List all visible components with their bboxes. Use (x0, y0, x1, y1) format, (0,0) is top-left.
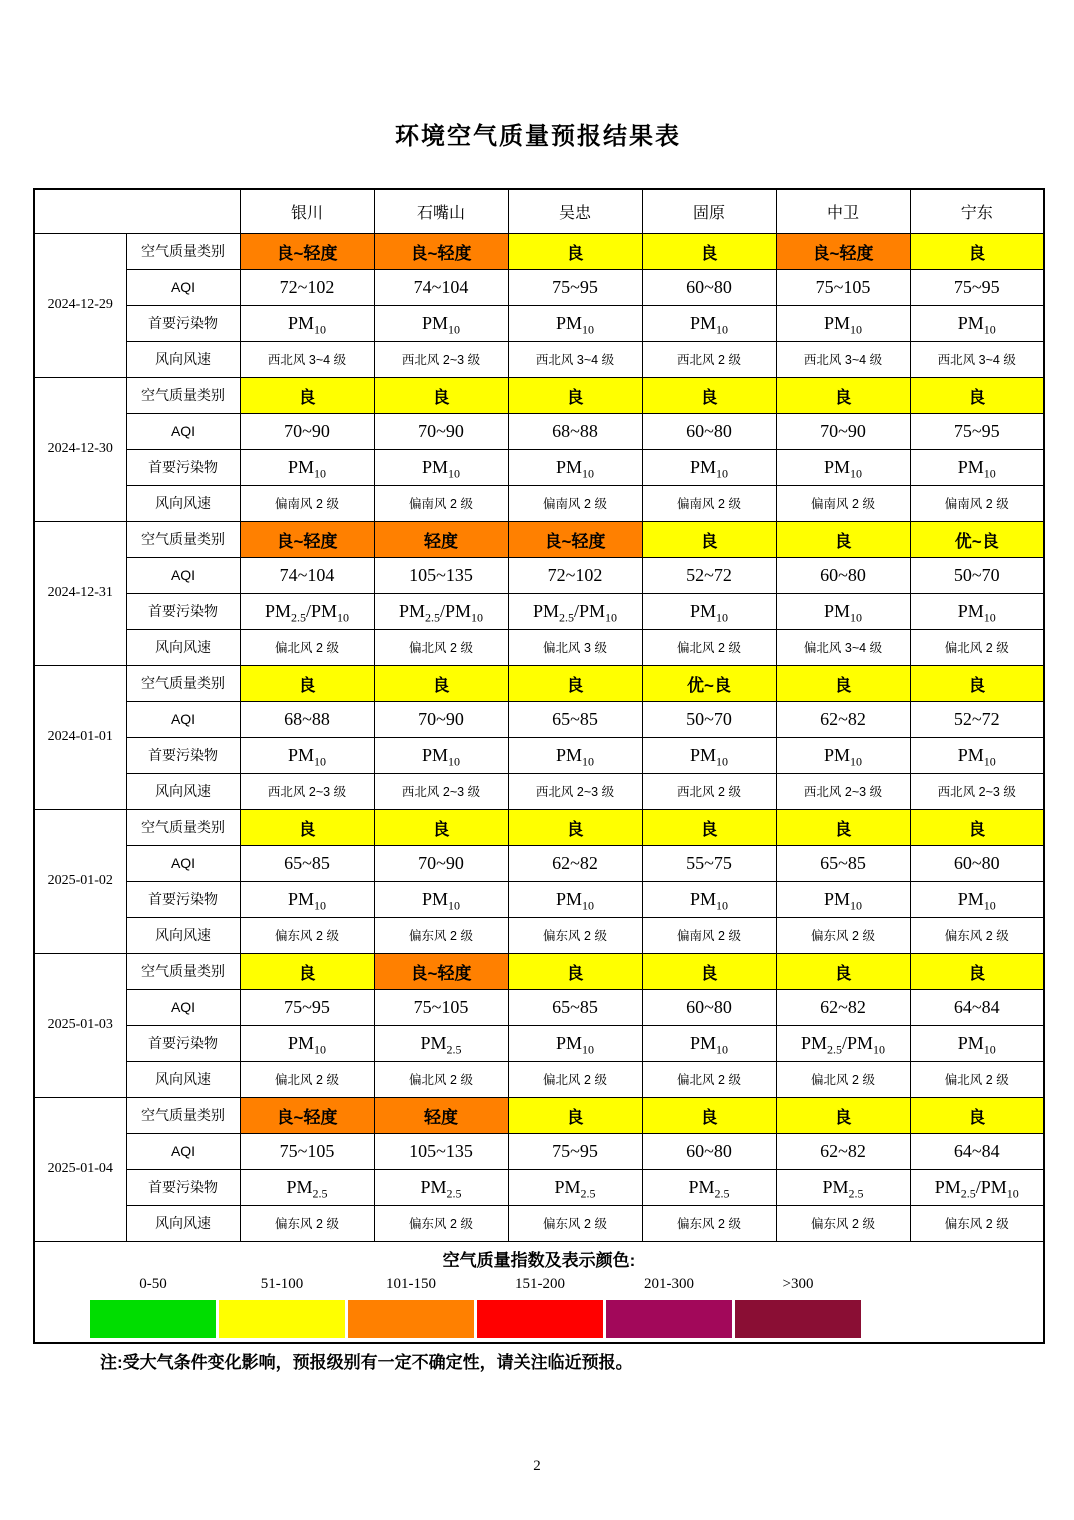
category-cell: 良 (508, 953, 642, 989)
city-header-cell: 宁东 (910, 189, 1044, 233)
wind-cell: 偏北风 3 级 (508, 629, 642, 665)
aqi-cell: 74~104 (374, 269, 508, 305)
category-cell: 良 (776, 1097, 910, 1133)
pollutant-cell: $PM_{2.5}/PM_{10}$ (508, 593, 642, 629)
aqi-cell: 65~85 (508, 989, 642, 1025)
category-cell: 良 (642, 233, 776, 269)
pollutant-cell: $PM_{10}$ (910, 881, 1044, 917)
wind-cell: 偏东风 2 级 (374, 917, 508, 953)
table-row (34, 1097, 1044, 1133)
table-row (34, 485, 1044, 521)
wind-cell: 西北风 2~3 级 (240, 773, 374, 809)
table-row (34, 1133, 1044, 1169)
legend-range-label: 101-150 (386, 1275, 436, 1292)
category-cell: 良 (240, 953, 374, 989)
pollutant-cell: $PM_{10}$ (776, 881, 910, 917)
legend-range-label: 151-200 (515, 1275, 565, 1292)
category-cell: 良~轻度 (240, 1097, 374, 1133)
wind-cell: 偏北风 2 级 (240, 629, 374, 665)
row-label-cell: 风向风速 (126, 917, 240, 953)
pollutant-cell: $PM_{10}$ (240, 881, 374, 917)
aqi-cell: 60~80 (642, 269, 776, 305)
wind-cell: 偏南风 2 级 (776, 485, 910, 521)
date-cell: 2025-01-02 (34, 809, 126, 953)
pollutant-cell: $PM_{2.5}$ (776, 1169, 910, 1205)
wind-cell: 偏东风 2 级 (642, 1205, 776, 1241)
pollutant-cell: $PM_{2.5}$ (374, 1025, 508, 1061)
aqi-cell: 70~90 (240, 413, 374, 449)
category-cell: 轻度 (374, 1097, 508, 1133)
date-cell: 2024-01-01 (34, 665, 126, 809)
row-label-cell: 风向风速 (126, 485, 240, 521)
row-label-cell: AQI (126, 269, 240, 305)
legend-row (34, 1241, 1044, 1343)
row-label-cell: 空气质量类别 (126, 809, 240, 845)
table-row (34, 413, 1044, 449)
row-label-cell: AQI (126, 989, 240, 1025)
aqi-cell: 105~135 (374, 1133, 508, 1169)
aqi-cell: 65~85 (240, 845, 374, 881)
table-row (34, 1061, 1044, 1097)
aqi-cell: 74~104 (240, 557, 374, 593)
row-label-cell: 风向风速 (126, 773, 240, 809)
table-row (34, 953, 1044, 989)
category-cell: 良 (642, 809, 776, 845)
aqi-cell: 60~80 (642, 413, 776, 449)
aqi-cell: 75~105 (776, 269, 910, 305)
pollutant-cell: $PM_{10}$ (642, 737, 776, 773)
category-cell: 良 (776, 377, 910, 413)
wind-cell: 偏南风 2 级 (508, 485, 642, 521)
row-label-cell: 空气质量类别 (126, 1097, 240, 1133)
aqi-cell: 75~95 (240, 989, 374, 1025)
pollutant-cell: $PM_{10}$ (910, 449, 1044, 485)
category-cell: 优~良 (910, 521, 1044, 557)
legend-swatch (477, 1300, 603, 1338)
category-cell: 良 (776, 665, 910, 701)
wind-cell: 偏南风 2 级 (240, 485, 374, 521)
page-number: 2 (533, 1458, 541, 1474)
table-row (34, 773, 1044, 809)
row-label-cell: 风向风速 (126, 1205, 240, 1241)
table-row (34, 233, 1044, 269)
wind-cell: 西北风 2~3 级 (374, 341, 508, 377)
row-label-cell: 风向风速 (126, 341, 240, 377)
wind-cell: 西北风 2~3 级 (910, 773, 1044, 809)
legend-range-label: 51-100 (260, 1275, 304, 1292)
legend-swatch (348, 1300, 474, 1338)
legend-swatch (219, 1300, 345, 1338)
row-label-cell: 首要污染物 (126, 881, 240, 917)
row-label-cell: 空气质量类别 (126, 377, 240, 413)
pollutant-cell: $PM_{2.5}/PM_{10}$ (910, 1169, 1044, 1205)
aqi-cell: 75~95 (508, 1133, 642, 1169)
pollutant-cell: $PM_{10}$ (374, 881, 508, 917)
date-cell: 2024-12-29 (34, 233, 126, 377)
legend-range-labels (90, 1276, 1043, 1293)
wind-cell: 偏北风 2 级 (508, 1061, 642, 1097)
category-cell: 良 (642, 377, 776, 413)
aqi-cell: 65~85 (776, 845, 910, 881)
table-row (34, 557, 1044, 593)
page-title: 环境空气质量预报结果表 (395, 123, 681, 150)
aqi-cell: 60~80 (776, 557, 910, 593)
pollutant-cell: $PM_{10}$ (642, 305, 776, 341)
aqi-cell: 62~82 (776, 989, 910, 1025)
pollutant-cell: $PM_{10}$ (240, 1025, 374, 1061)
table-row (34, 593, 1044, 629)
pollutant-cell: $PM_{10}$ (508, 881, 642, 917)
aqi-cell: 70~90 (374, 845, 508, 881)
pollutant-cell: $PM_{10}$ (910, 305, 1044, 341)
city-header-cell: 固原 (642, 189, 776, 233)
aqi-cell: 72~102 (508, 557, 642, 593)
pollutant-cell: $PM_{10}$ (240, 305, 374, 341)
table-row (34, 449, 1044, 485)
aqi-cell: 70~90 (374, 413, 508, 449)
pollutant-cell: $PM_{10}$ (240, 449, 374, 485)
pollutant-cell: $PM_{10}$ (508, 1025, 642, 1061)
pollutant-cell: $PM_{10}$ (508, 449, 642, 485)
date-cell: 2024-12-30 (34, 377, 126, 521)
aqi-cell: 75~95 (910, 269, 1044, 305)
aqi-cell: 60~80 (910, 845, 1044, 881)
aqi-cell: 72~102 (240, 269, 374, 305)
category-cell: 良 (240, 665, 374, 701)
wind-cell: 西北风 3~4 级 (508, 341, 642, 377)
category-cell: 良 (508, 377, 642, 413)
wind-cell: 偏东风 2 级 (508, 917, 642, 953)
category-cell: 良 (642, 521, 776, 557)
category-cell: 良~轻度 (374, 953, 508, 989)
pollutant-cell: $PM_{2.5}$ (508, 1169, 642, 1205)
wind-cell: 西北风 2 级 (642, 341, 776, 377)
wind-cell: 偏北风 2 级 (910, 1061, 1044, 1097)
aqi-cell: 64~84 (910, 1133, 1044, 1169)
aqi-cell: 75~95 (508, 269, 642, 305)
category-cell: 良 (910, 233, 1044, 269)
wind-cell: 偏北风 2 级 (374, 629, 508, 665)
aqi-cell: 50~70 (910, 557, 1044, 593)
city-header-cell: 银川 (240, 189, 374, 233)
table-row (34, 269, 1044, 305)
row-label-cell: 空气质量类别 (126, 665, 240, 701)
table-row (34, 1205, 1044, 1241)
pollutant-cell: $PM_{10}$ (508, 737, 642, 773)
category-cell: 良 (374, 665, 508, 701)
pollutant-cell: $PM_{2.5}/PM_{10}$ (240, 593, 374, 629)
table-row (34, 305, 1044, 341)
table-row (34, 737, 1044, 773)
aqi-cell: 75~95 (910, 413, 1044, 449)
aqi-cell: 62~82 (776, 701, 910, 737)
legend-title: 空气质量指数及表示颜色: (442, 1250, 636, 1270)
city-header-cell: 石嘴山 (374, 189, 508, 233)
aqi-cell: 65~85 (508, 701, 642, 737)
pollutant-cell: $PM_{10}$ (642, 449, 776, 485)
legend-range-label: 201-300 (644, 1275, 694, 1292)
aqi-cell: 62~82 (776, 1133, 910, 1169)
corner-cell (34, 189, 240, 233)
date-cell: 2025-01-03 (34, 953, 126, 1097)
pollutant-cell: $PM_{10}$ (910, 593, 1044, 629)
wind-cell: 西北风 2 级 (642, 773, 776, 809)
wind-cell: 偏东风 2 级 (240, 1205, 374, 1241)
wind-cell: 偏东风 2 级 (910, 917, 1044, 953)
table-row (34, 629, 1044, 665)
row-label-cell: 首要污染物 (126, 305, 240, 341)
aqi-legend (34, 1241, 1044, 1343)
category-cell: 良~轻度 (240, 233, 374, 269)
category-cell: 良 (374, 809, 508, 845)
pollutant-cell: $PM_{10}$ (240, 737, 374, 773)
aqi-cell: 64~84 (910, 989, 1044, 1025)
date-cell: 2025-01-04 (34, 1097, 126, 1241)
category-cell: 良 (508, 809, 642, 845)
table-row (34, 377, 1044, 413)
pollutant-cell: $PM_{10}$ (642, 593, 776, 629)
wind-cell: 偏北风 2 级 (642, 1061, 776, 1097)
row-label-cell: 空气质量类别 (126, 521, 240, 557)
aqi-cell: 68~88 (240, 701, 374, 737)
row-label-cell: AQI (126, 701, 240, 737)
category-cell: 良 (642, 953, 776, 989)
category-cell: 良 (910, 953, 1044, 989)
forecast-table (33, 188, 1045, 1344)
category-cell: 优~良 (642, 665, 776, 701)
legend-swatch (735, 1300, 861, 1338)
pollutant-cell: $PM_{10}$ (508, 305, 642, 341)
table-row (34, 521, 1044, 557)
category-cell: 良 (910, 1097, 1044, 1133)
pollutant-cell: $PM_{2.5}/PM_{10}$ (776, 1025, 910, 1061)
pollutant-cell: $PM_{10}$ (910, 1025, 1044, 1061)
pollutant-cell: $PM_{2.5}$ (642, 1169, 776, 1205)
category-cell: 良 (240, 809, 374, 845)
category-cell: 良~轻度 (374, 233, 508, 269)
pollutant-cell: $PM_{10}$ (374, 305, 508, 341)
category-cell: 良~轻度 (776, 233, 910, 269)
wind-cell: 偏东风 2 级 (910, 1205, 1044, 1241)
row-label-cell: 首要污染物 (126, 593, 240, 629)
pollutant-cell: $PM_{10}$ (642, 1025, 776, 1061)
wind-cell: 偏北风 2 级 (776, 1061, 910, 1097)
legend-range-label: 0-50 (139, 1275, 167, 1292)
pollutant-cell: $PM_{10}$ (776, 449, 910, 485)
wind-cell: 偏东风 2 级 (776, 1205, 910, 1241)
category-cell: 良 (240, 377, 374, 413)
row-label-cell: 首要污染物 (126, 1025, 240, 1061)
wind-cell: 西北风 3~4 级 (776, 341, 910, 377)
table-row (34, 341, 1044, 377)
pollutant-cell: $PM_{10}$ (776, 737, 910, 773)
table-row (34, 1025, 1044, 1061)
table-row (34, 809, 1044, 845)
pollutant-cell: $PM_{2.5}$ (240, 1169, 374, 1205)
wind-cell: 偏北风 2 级 (910, 629, 1044, 665)
row-label-cell: 首要污染物 (126, 737, 240, 773)
category-cell: 良 (374, 377, 508, 413)
aqi-cell: 50~70 (642, 701, 776, 737)
category-cell: 良 (776, 809, 910, 845)
aqi-cell: 52~72 (642, 557, 776, 593)
legend-range-label: >300 (782, 1275, 814, 1292)
wind-cell: 偏北风 2 级 (374, 1061, 508, 1097)
aqi-cell: 75~105 (240, 1133, 374, 1169)
wind-cell: 偏北风 2 级 (642, 629, 776, 665)
legend-swatch (90, 1300, 216, 1338)
aqi-cell: 60~80 (642, 1133, 776, 1169)
wind-cell: 偏北风 2 级 (240, 1061, 374, 1097)
wind-cell: 西北风 2~3 级 (508, 773, 642, 809)
aqi-cell: 52~72 (910, 701, 1044, 737)
aqi-cell: 62~82 (508, 845, 642, 881)
row-label-cell: 空气质量类别 (126, 233, 240, 269)
wind-cell: 偏东风 2 级 (240, 917, 374, 953)
pollutant-cell: $PM_{2.5}$ (374, 1169, 508, 1205)
wind-cell: 偏东风 2 级 (374, 1205, 508, 1241)
table-row (34, 845, 1044, 881)
pollutant-cell: $PM_{10}$ (910, 737, 1044, 773)
aqi-cell: 105~135 (374, 557, 508, 593)
category-cell: 良 (508, 665, 642, 701)
pollutant-cell: $PM_{10}$ (776, 593, 910, 629)
category-cell: 良 (642, 1097, 776, 1133)
row-label-cell: AQI (126, 845, 240, 881)
aqi-cell: 55~75 (642, 845, 776, 881)
forecast-table-body (34, 189, 1044, 1343)
aqi-cell: 70~90 (374, 701, 508, 737)
header-row (34, 189, 1044, 233)
wind-cell: 偏南风 2 级 (910, 485, 1044, 521)
wind-cell: 偏东风 2 级 (508, 1205, 642, 1241)
wind-cell: 偏南风 2 级 (374, 485, 508, 521)
wind-cell: 偏北风 3~4 级 (776, 629, 910, 665)
wind-cell: 西北风 2~3 级 (776, 773, 910, 809)
category-cell: 良 (508, 1097, 642, 1133)
row-label-cell: 首要污染物 (126, 1169, 240, 1205)
legend-color-bar (90, 1300, 1043, 1338)
pollutant-cell: $PM_{10}$ (374, 449, 508, 485)
category-cell: 良 (910, 377, 1044, 413)
legend-swatch (606, 1300, 732, 1338)
table-row (34, 1169, 1044, 1205)
pollutant-cell: $PM_{10}$ (776, 305, 910, 341)
category-cell: 良~轻度 (240, 521, 374, 557)
category-cell: 良 (910, 809, 1044, 845)
aqi-cell: 60~80 (642, 989, 776, 1025)
category-cell: 良 (508, 233, 642, 269)
wind-cell: 西北风 3~4 级 (240, 341, 374, 377)
note-text: 注:受大气条件变化影响，预报级别有一定不确定性，请关注临近预报。 (100, 1352, 633, 1372)
category-cell: 良~轻度 (508, 521, 642, 557)
table-row (34, 881, 1044, 917)
pollutant-cell: $PM_{10}$ (642, 881, 776, 917)
table-row (34, 917, 1044, 953)
category-cell: 良 (776, 521, 910, 557)
pollutant-cell: $PM_{10}$ (374, 737, 508, 773)
category-cell: 良 (776, 953, 910, 989)
table-row (34, 701, 1044, 737)
aqi-cell: 70~90 (776, 413, 910, 449)
aqi-cell: 75~105 (374, 989, 508, 1025)
wind-cell: 偏南风 2 级 (642, 485, 776, 521)
date-cell: 2024-12-31 (34, 521, 126, 665)
wind-cell: 偏南风 2 级 (642, 917, 776, 953)
table-row (34, 665, 1044, 701)
row-label-cell: 风向风速 (126, 629, 240, 665)
pollutant-cell: $PM_{2.5}/PM_{10}$ (374, 593, 508, 629)
row-label-cell: AQI (126, 1133, 240, 1169)
city-header-cell: 吴忠 (508, 189, 642, 233)
category-cell: 良 (910, 665, 1044, 701)
table-row (34, 989, 1044, 1025)
row-label-cell: 风向风速 (126, 1061, 240, 1097)
wind-cell: 西北风 3~4 级 (910, 341, 1044, 377)
aqi-cell: 68~88 (508, 413, 642, 449)
row-label-cell: AQI (126, 413, 240, 449)
city-header-cell: 中卫 (776, 189, 910, 233)
wind-cell: 西北风 2~3 级 (374, 773, 508, 809)
row-label-cell: 空气质量类别 (126, 953, 240, 989)
wind-cell: 偏东风 2 级 (776, 917, 910, 953)
row-label-cell: 首要污染物 (126, 449, 240, 485)
category-cell: 轻度 (374, 521, 508, 557)
row-label-cell: AQI (126, 557, 240, 593)
